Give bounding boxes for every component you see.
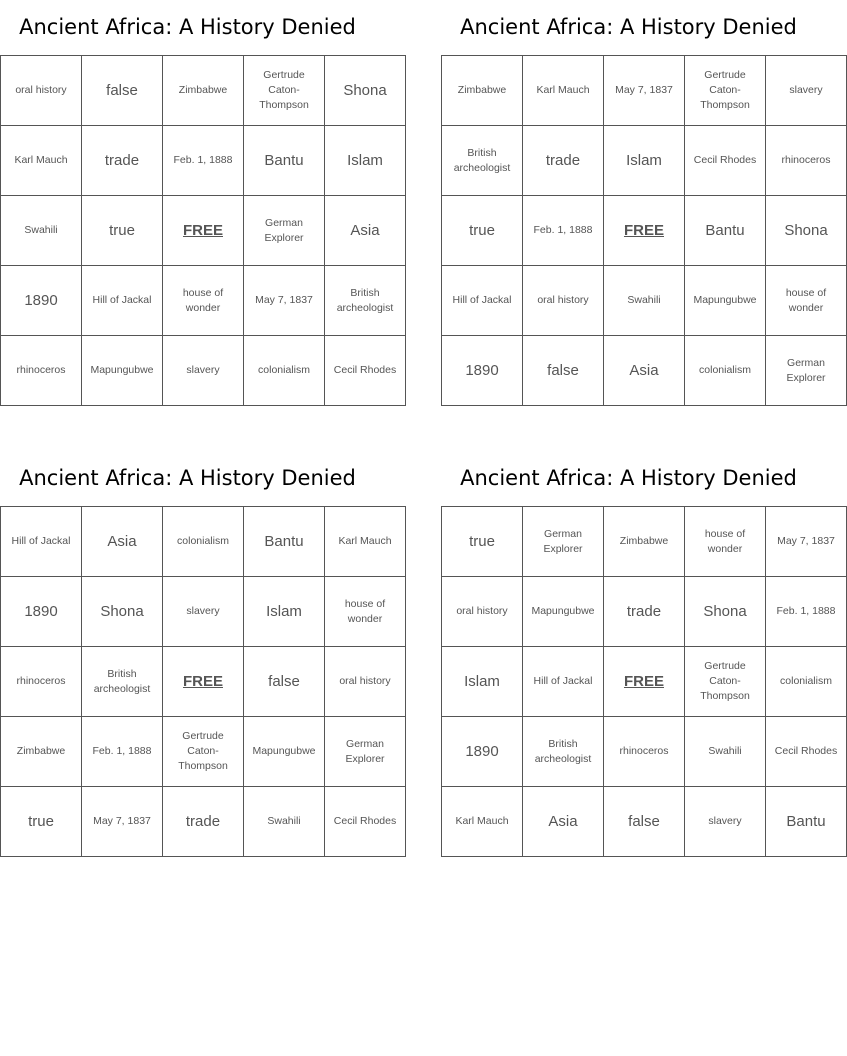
bingo-cell: Asia	[82, 507, 163, 577]
bingo-cell: British archeologist	[523, 717, 604, 787]
free-space-cell: FREE	[163, 196, 244, 266]
bingo-cell: British archeologist	[82, 647, 163, 717]
bingo-cell: 1890	[1, 266, 82, 336]
bingo-cell: Zimbabwe	[163, 56, 244, 126]
bingo-card-2	[441, 0, 831, 406]
bingo-cell: rhinoceros	[1, 647, 82, 717]
bingo-cell: Swahili	[244, 787, 325, 857]
bingo-cell: German Explorer	[523, 507, 604, 577]
bingo-cell: oral history	[442, 577, 523, 647]
bingo-cell: oral history	[1, 56, 82, 126]
bingo-cell: Bantu	[685, 196, 766, 266]
bingo-cell: trade	[604, 577, 685, 647]
bingo-grid	[441, 55, 847, 406]
bingo-cell: Zimbabwe	[604, 507, 685, 577]
bingo-cell: Islam	[244, 577, 325, 647]
bingo-cell: Gertrude Caton-Thompson	[163, 717, 244, 787]
bingo-cell: Cecil Rhodes	[766, 717, 847, 787]
bingo-card-1	[0, 0, 397, 406]
bingo-cell: slavery	[163, 577, 244, 647]
bingo-cell: German Explorer	[766, 336, 847, 406]
grid-row	[442, 787, 847, 857]
bingo-cell: false	[244, 647, 325, 717]
bingo-cell: Hill of Jackal	[523, 647, 604, 717]
bingo-cell: 1890	[442, 717, 523, 787]
card-title: Ancient Africa: A History Denied	[460, 15, 797, 39]
bingo-cell: Karl Mauch	[325, 507, 406, 577]
bingo-cell: Cecil Rhodes	[325, 336, 406, 406]
bingo-cell: slavery	[163, 336, 244, 406]
bingo-cell: Shona	[685, 577, 766, 647]
bingo-cell: rhinoceros	[766, 126, 847, 196]
bingo-cell: Cecil Rhodes	[325, 787, 406, 857]
grid-row	[1, 647, 406, 717]
bingo-cell: Shona	[325, 56, 406, 126]
grid-row	[442, 56, 847, 126]
bingo-cell: rhinoceros	[604, 717, 685, 787]
grid-row	[442, 577, 847, 647]
grid-row	[1, 507, 406, 577]
bingo-cell: trade	[523, 126, 604, 196]
bingo-cell: rhinoceros	[1, 336, 82, 406]
free-space-cell: FREE	[163, 647, 244, 717]
bingo-cell: Gertrude Caton-Thompson	[685, 647, 766, 717]
grid-row	[1, 126, 406, 196]
bingo-cell: Bantu	[244, 126, 325, 196]
bingo-cell: 1890	[1, 577, 82, 647]
bingo-cell: Karl Mauch	[442, 787, 523, 857]
grid-row	[442, 196, 847, 266]
bingo-cell: Hill of Jackal	[82, 266, 163, 336]
bingo-cell: colonialism	[766, 647, 847, 717]
bingo-cell: colonialism	[244, 336, 325, 406]
bingo-cell: true	[1, 787, 82, 857]
bingo-cell: oral history	[523, 266, 604, 336]
bingo-cell: Hill of Jackal	[442, 266, 523, 336]
bingo-cell: German Explorer	[325, 717, 406, 787]
bingo-cell: Islam	[604, 126, 685, 196]
bingo-cell: true	[442, 507, 523, 577]
bingo-cell: Shona	[766, 196, 847, 266]
bingo-cell: May 7, 1837	[604, 56, 685, 126]
grid-row	[1, 196, 406, 266]
bingo-cell: slavery	[766, 56, 847, 126]
bingo-cell: May 7, 1837	[766, 507, 847, 577]
bingo-card-4	[441, 451, 838, 857]
card-title: Ancient Africa: A History Denied	[19, 466, 356, 490]
bingo-cell: 1890	[442, 336, 523, 406]
bingo-cell: Zimbabwe	[1, 717, 82, 787]
grid-row	[1, 266, 406, 336]
bingo-cell: Asia	[604, 336, 685, 406]
bingo-cell: trade	[163, 787, 244, 857]
bingo-cell: false	[523, 336, 604, 406]
grid-row	[442, 507, 847, 577]
bingo-grid	[0, 506, 406, 857]
bingo-cell: slavery	[685, 787, 766, 857]
bingo-cell: Mapungubwe	[82, 336, 163, 406]
bingo-cell: Gertrude Caton-Thompson	[685, 56, 766, 126]
bingo-cell: Swahili	[1, 196, 82, 266]
bingo-cell: German Explorer	[244, 196, 325, 266]
free-space-cell: FREE	[604, 196, 685, 266]
bingo-cell: trade	[82, 126, 163, 196]
bingo-cell: Asia	[523, 787, 604, 857]
bingo-cell: Swahili	[604, 266, 685, 336]
bingo-cell: Mapungubwe	[523, 577, 604, 647]
grid-row	[442, 647, 847, 717]
bingo-cell: house of wonder	[766, 266, 847, 336]
bingo-cell: Shona	[82, 577, 163, 647]
bingo-cell: Karl Mauch	[1, 126, 82, 196]
bingo-cell: false	[82, 56, 163, 126]
bingo-cell: true	[82, 196, 163, 266]
bingo-grid	[0, 55, 406, 406]
bingo-cell: Karl Mauch	[523, 56, 604, 126]
bingo-cell: Feb. 1, 1888	[163, 126, 244, 196]
bingo-cell: British archeologist	[442, 126, 523, 196]
bingo-cell: house of wonder	[685, 507, 766, 577]
bingo-cell: Feb. 1, 1888	[82, 717, 163, 787]
bingo-cell: oral history	[325, 647, 406, 717]
grid-row	[442, 126, 847, 196]
bingo-cell: true	[442, 196, 523, 266]
bingo-cell: Mapungubwe	[685, 266, 766, 336]
bingo-card-3	[0, 451, 397, 857]
bingo-cell: house of wonder	[325, 577, 406, 647]
bingo-cell: British archeologist	[325, 266, 406, 336]
bingo-cell: Bantu	[766, 787, 847, 857]
bingo-cell: Asia	[325, 196, 406, 266]
grid-row	[1, 336, 406, 406]
bingo-cell: house of wonder	[163, 266, 244, 336]
bingo-cell: May 7, 1837	[244, 266, 325, 336]
grid-row	[1, 56, 406, 126]
grid-row	[442, 266, 847, 336]
free-space-cell: FREE	[604, 647, 685, 717]
bingo-cell: Swahili	[685, 717, 766, 787]
bingo-cell: Hill of Jackal	[1, 507, 82, 577]
grid-row	[1, 717, 406, 787]
bingo-cell: colonialism	[685, 336, 766, 406]
bingo-cell: Gertrude Caton-Thompson	[244, 56, 325, 126]
bingo-cell: Feb. 1, 1888	[523, 196, 604, 266]
grid-row	[1, 787, 406, 857]
bingo-cell: Islam	[442, 647, 523, 717]
grid-row	[442, 336, 847, 406]
card-title: Ancient Africa: A History Denied	[460, 466, 797, 490]
bingo-cell: colonialism	[163, 507, 244, 577]
bingo-cell: false	[604, 787, 685, 857]
bingo-grid	[441, 506, 847, 857]
bingo-cell: Bantu	[244, 507, 325, 577]
bingo-cell: Islam	[325, 126, 406, 196]
bingo-cell: Mapungubwe	[244, 717, 325, 787]
bingo-cell: Zimbabwe	[442, 56, 523, 126]
bingo-cell: Feb. 1, 1888	[766, 577, 847, 647]
card-title: Ancient Africa: A History Denied	[19, 15, 356, 39]
grid-row	[1, 577, 406, 647]
bingo-cell: Cecil Rhodes	[685, 126, 766, 196]
bingo-cell: May 7, 1837	[82, 787, 163, 857]
grid-row	[442, 717, 847, 787]
